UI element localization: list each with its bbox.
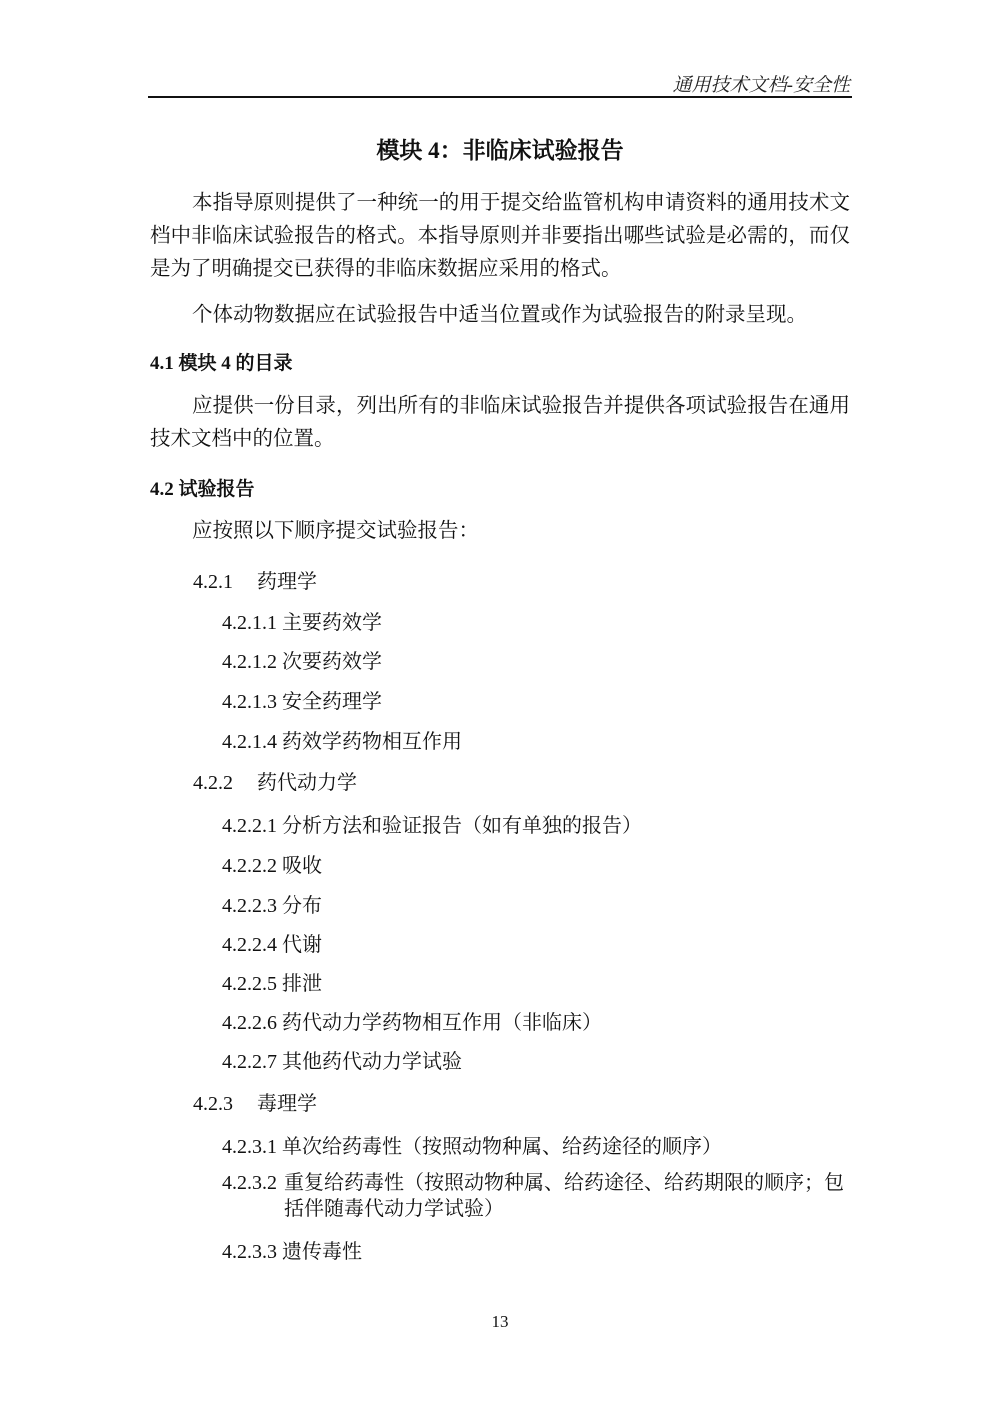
intro-paragraph: 个体动物数据应在试验报告中适当位置或作为试验报告的附录呈现。: [192, 304, 807, 326]
list-item: 4.2.3.3 遗传毒性: [222, 1241, 362, 1263]
list-item: 4.2.3.1 单次给药毒性（按照动物种属、给药途径的顺序）: [222, 1136, 722, 1158]
list-item: 4.2.2.3 分布: [222, 895, 322, 917]
list-item: 4.2.1.1 主要药效学: [222, 612, 382, 634]
subsection-label: 药理学: [257, 571, 317, 593]
subsection-number: 4.2.2: [193, 772, 233, 794]
list-item: 4.2.1.4 药效学药物相互作用: [222, 731, 462, 753]
item-text: 重复给药毒性（按照动物种属、给药途径、给药期限的顺序；包括伴随毒代动力学试验）: [284, 1172, 844, 1220]
list-item: 4.2.2.7 其他药代动力学试验: [222, 1051, 462, 1073]
section-body-4-2: 应按照以下顺序提交试验报告：: [192, 520, 479, 542]
list-item: 4.2.2.1 分析方法和验证报告（如有单独的报告）: [222, 815, 642, 837]
list-item: 4.2.2.2 吸收: [222, 855, 322, 877]
page-title: 模块 4：非临床试验报告: [376, 138, 624, 163]
item-number: 4.2.3.2: [222, 1172, 277, 1194]
subsection-4-2-3: [193, 1087, 317, 1116]
list-item: 4.2.1.2 次要药效学: [222, 651, 382, 673]
page-number: 13: [491, 1312, 509, 1331]
subsection-label: 毒理学: [257, 1093, 317, 1115]
list-item: 4.2.2.5 排泄: [222, 973, 322, 995]
header-rule: [148, 96, 852, 98]
section-heading-4-2: 4.2 试验报告: [150, 479, 255, 500]
subsection-label: 药代动力学: [257, 772, 357, 794]
list-item: 4.2.1.3 安全药理学: [222, 691, 382, 713]
section-body-4-1: 应提供一份目录，列出所有的非临床试验报告并提供各项试验报告在通用技术文档中的位置。: [150, 395, 850, 450]
subsection-number: 4.2.3: [193, 1093, 233, 1115]
list-item: [222, 1170, 852, 1222]
section-heading-4-1: 4.1 模块 4 的目录: [150, 353, 293, 374]
subsection-number: 4.2.1: [193, 571, 233, 593]
subsection-4-2-2: [193, 766, 357, 795]
intro-paragraph: 本指导原则提供了一种统一的用于提交给监管机构申请资料的通用技术文档中非临床试验报告的格式。本指导原则并非要指出哪些试验是必需的，而仅是为了明确提交已获得的非临床数据应采用的格式。: [150, 192, 850, 280]
list-item: 4.2.2.6 药代动力学药物相互作用（非临床）: [222, 1012, 602, 1034]
list-item: 4.2.2.4 代谢: [222, 934, 322, 956]
running-header: 通用技术文档-安全性: [672, 75, 850, 96]
subsection-4-2-1: [193, 565, 317, 594]
